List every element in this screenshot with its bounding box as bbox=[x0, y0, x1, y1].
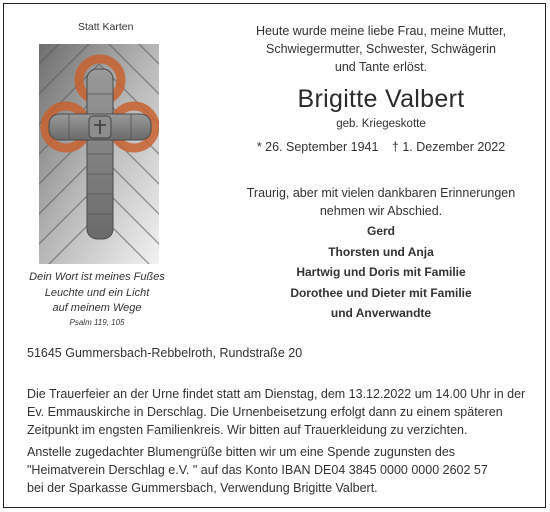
paragraph-line: bei der Sparkasse Gummersbach, Verwendung Brigitte Valbert. bbox=[27, 481, 378, 495]
paragraph-line: Ev. Emmauskirche in Derschlag. Die Urnenbeisetzung erfolgt dann zu einem späteren bbox=[27, 405, 503, 419]
cross-image bbox=[39, 44, 159, 264]
mourning-text bbox=[226, 184, 536, 220]
funeral-paragraph bbox=[27, 385, 537, 439]
mourner-name: Thorsten und Anja bbox=[328, 244, 434, 259]
donation-paragraph bbox=[27, 443, 537, 497]
verse-line: Dein Wort ist meines Fußes bbox=[29, 271, 165, 283]
mourner-name: Hartwig und Doris mit Familie bbox=[296, 265, 466, 279]
paragraph-line: Die Trauerfeier an der Urne findet statt am Dienstag, dem 13.12.2022 um 14.00 Uhr in der bbox=[27, 387, 526, 401]
mourning-line: nehmen wir Abschied. bbox=[319, 204, 443, 218]
intro-line: Schwiegermutter, Schwester, Schwägerin bbox=[266, 42, 496, 56]
birth-date: * 26. September 1941 bbox=[256, 140, 379, 154]
verse-line: Leuchte und ein Licht bbox=[44, 286, 150, 299]
mourner-name: und Anverwandte bbox=[330, 306, 432, 320]
mourner-name: Gerd bbox=[366, 224, 395, 238]
death-date: † 1. Dezember 2022 bbox=[391, 140, 506, 154]
deceased-name: Brigitte Valbert bbox=[297, 85, 465, 113]
verse-line: auf meinem Wege bbox=[52, 302, 142, 314]
address: 51645 Gummersbach-Rebbelroth, Rundstraße 20 bbox=[27, 346, 303, 360]
mourner-name: Dorothee und Dieter mit Familie bbox=[290, 285, 472, 300]
birth-name: geb. Kriegeskotte bbox=[336, 118, 426, 130]
paragraph-line: Anstelle zugedachter Blumengrüße bitten wir um eine Spende zugunsten des bbox=[27, 445, 456, 459]
mourning-line: Traurig, aber mit vielen dankbaren Erinnerungen bbox=[246, 186, 516, 200]
cross-icon bbox=[39, 44, 159, 264]
paragraph-line: Zeitpunkt im engsten Familienkreis. Wir bitten auf Trauerkleidung zu verzichten. bbox=[27, 423, 468, 437]
psalm-verse bbox=[22, 270, 172, 329]
obituary-main bbox=[226, 22, 536, 324]
paragraph-line: "Heimatverein Derschlag e.V. " auf das Konto IBAN DE04 3845 0000 0000 2602 57 bbox=[27, 463, 488, 477]
intro-line: und Tante erlöst. bbox=[334, 60, 428, 74]
mourner-list bbox=[226, 221, 536, 324]
life-dates bbox=[226, 138, 536, 156]
verse-reference: Psalm 119, 105 bbox=[69, 317, 125, 327]
intro-line: Heute wurde meine liebe Frau, meine Mutter, bbox=[255, 24, 507, 38]
statt-karten-label: Statt Karten bbox=[78, 21, 134, 33]
